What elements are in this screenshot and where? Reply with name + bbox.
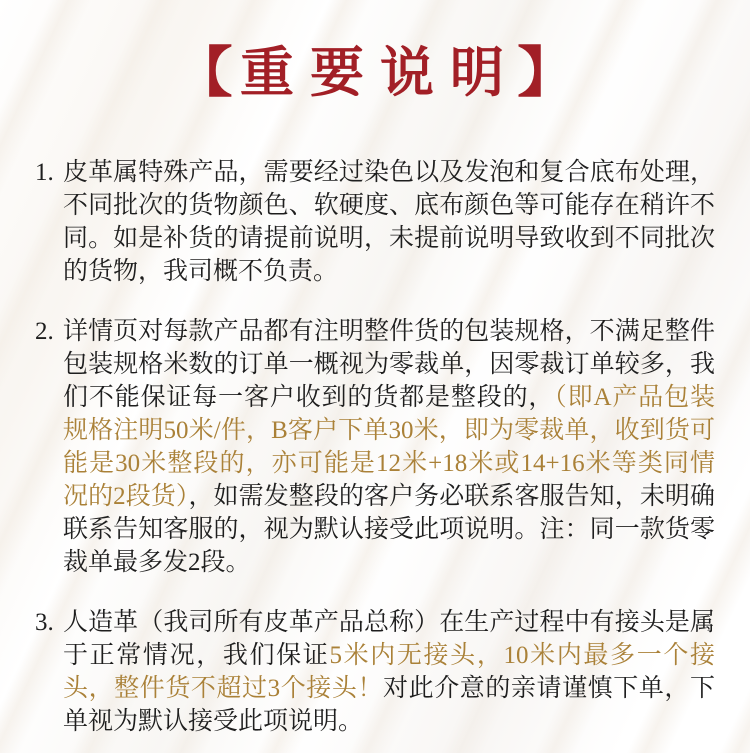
paragraph-number: 1.: [35, 159, 54, 186]
paragraph-text: [63, 606, 715, 738]
paragraph-text: [63, 156, 715, 288]
paragraph-number: 3.: [35, 609, 54, 636]
notice-list: [35, 156, 715, 738]
highlighted-text: （即A产品包装规格注明50米/件，B客户下单30米，即为零裁单，收到货可能是30米整段的，亦可能是12米+18米或14+16米等类同情况的2段货）: [63, 384, 715, 510]
notice-paragraph: [35, 156, 715, 288]
body-text: 详情页对每款产品都有注明整件货的包装规格，不满足整件包装规格米数的订单一概视为零裁单，因零裁订单较多，我们不能保证每一客户收到的货都是整段的，: [63, 318, 715, 411]
paragraph-text: [63, 315, 715, 579]
body-text: 皮革属特殊产品，需要经过染色以及发泡和复合底布处理，不同批次的货物颜色、软硬度、底布颜色等可能存在稍许不同。如是补货的请提前说明，未提前说明导致收到不同批次的货物，我司概不负责。: [63, 159, 715, 285]
title-left-bracket: 【: [173, 43, 233, 103]
page-title-text: 重要说明: [240, 43, 520, 103]
body-text: 人造革（我司所有皮革产品总称）在生产过程中有接头是属于正常情况，我们保证: [63, 609, 715, 669]
title-right-bracket: 】: [517, 43, 577, 103]
highlighted-text: 5米内无接头，10米内最多一个接头，整件货不超过3个接头！: [63, 642, 715, 702]
page-title: [0, 0, 750, 104]
body-text: 对此介意的亲请谨慎下单，下单视为默认接受此项说明。: [63, 675, 715, 735]
body-text: ，如需发整段的客户务必联系客服告知，未明确联系告知客服的，视为默认接受此项说明。注：同一款货零裁单最多发2段。: [63, 483, 715, 576]
paragraph-number: 2.: [35, 318, 54, 345]
notice-paragraph: [35, 315, 715, 579]
notice-paragraph: [35, 606, 715, 738]
